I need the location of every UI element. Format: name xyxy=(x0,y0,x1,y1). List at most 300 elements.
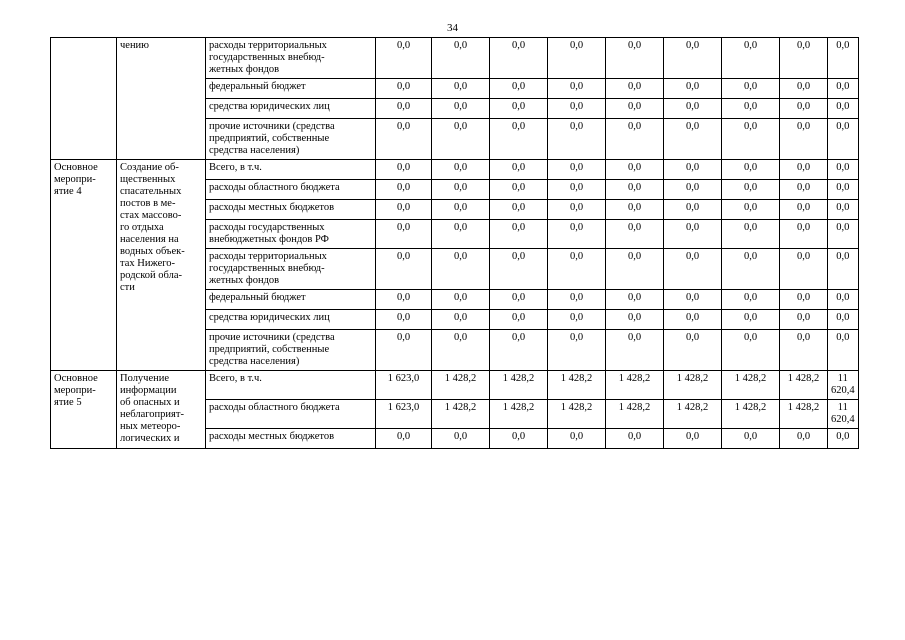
amount-line: 0,0 xyxy=(685,251,700,262)
amount-line: 0,0 xyxy=(836,222,850,233)
amount-line: 620,4 xyxy=(831,414,855,425)
amount-cell xyxy=(432,371,490,400)
amount-cell xyxy=(490,290,548,310)
amount-line: 0,0 xyxy=(743,332,758,343)
amount-line: 0,0 xyxy=(685,312,700,323)
amount-cell xyxy=(376,290,432,310)
funding-source-line: средства населения) xyxy=(209,145,300,156)
amount-cell xyxy=(432,38,490,79)
amount-line: 1 428,2 xyxy=(444,373,477,384)
funding-source-cell xyxy=(206,249,376,290)
amount-cell xyxy=(376,429,432,449)
amount-line: 0,0 xyxy=(743,222,758,233)
amount-line: 0,0 xyxy=(743,312,758,323)
amount-cell xyxy=(828,371,859,400)
amount-line: 0,0 xyxy=(796,332,811,343)
amount-cell xyxy=(664,400,722,429)
amount-line: 0,0 xyxy=(627,312,642,323)
amount-cell xyxy=(490,310,548,330)
amount-line: 0,0 xyxy=(569,101,584,112)
amount-cell xyxy=(722,38,780,79)
amount-line: 0,0 xyxy=(569,292,584,303)
amount-cell xyxy=(722,429,780,449)
amount-cell xyxy=(376,200,432,220)
amount-line: 0,0 xyxy=(569,182,584,193)
amount-line: 0,0 xyxy=(836,81,850,92)
funding-source-line: прочие источники (средства xyxy=(209,332,335,343)
amount-cell xyxy=(664,371,722,400)
amount-cell xyxy=(490,429,548,449)
amount-line: 0,0 xyxy=(627,162,642,173)
amount-line: 0,0 xyxy=(685,222,700,233)
amount-line: 0,0 xyxy=(836,162,850,173)
amount-cell xyxy=(780,429,828,449)
amount-line: 1 428,2 xyxy=(676,373,709,384)
funding-source-cell xyxy=(206,429,376,449)
amount-line: 0,0 xyxy=(627,40,642,51)
amount-line: 1 428,2 xyxy=(676,402,709,413)
amount-cell xyxy=(490,160,548,180)
amount-line: 0,0 xyxy=(836,292,850,303)
amount-cell xyxy=(722,160,780,180)
amount-line: 0,0 xyxy=(743,202,758,213)
amount-line: 0,0 xyxy=(511,40,526,51)
amount-line: 1 428,2 xyxy=(444,402,477,413)
amount-cell xyxy=(490,330,548,371)
amount-cell xyxy=(432,99,490,119)
measure-description-line: Создание об- xyxy=(120,162,179,173)
amount-line: 0,0 xyxy=(511,292,526,303)
amount-line: 0,0 xyxy=(396,312,411,323)
amount-line: 0,0 xyxy=(743,251,758,262)
amount-cell xyxy=(548,371,606,400)
amount-cell xyxy=(722,79,780,99)
amount-cell xyxy=(376,330,432,371)
amount-line: 0,0 xyxy=(743,101,758,112)
amount-cell xyxy=(780,310,828,330)
amount-cell xyxy=(722,310,780,330)
amount-line: 0,0 xyxy=(685,182,700,193)
amount-line: 0,0 xyxy=(796,222,811,233)
measure-description-cell xyxy=(117,38,206,160)
amount-cell xyxy=(722,119,780,160)
amount-cell xyxy=(780,119,828,160)
amount-cell xyxy=(432,249,490,290)
amount-cell xyxy=(828,429,859,449)
amount-line: 0,0 xyxy=(511,182,526,193)
amount-line: 0,0 xyxy=(453,162,468,173)
amount-line: 0,0 xyxy=(511,251,526,262)
amount-cell xyxy=(548,290,606,310)
table-body xyxy=(51,38,859,449)
funding-source-cell xyxy=(206,119,376,160)
amount-cell xyxy=(722,249,780,290)
amount-cell xyxy=(376,180,432,200)
amount-line: 0,0 xyxy=(796,182,811,193)
amount-cell xyxy=(664,38,722,79)
amount-line: 0,0 xyxy=(743,431,758,442)
amount-cell xyxy=(432,180,490,200)
measure-code-line: ятие 5 xyxy=(54,397,82,408)
amount-cell xyxy=(828,38,859,79)
amount-cell xyxy=(780,220,828,249)
amount-cell xyxy=(432,429,490,449)
measure-description-line: спасательных xyxy=(120,186,182,197)
amount-cell xyxy=(606,429,664,449)
amount-line: 0,0 xyxy=(685,121,700,132)
measure-description-line: логических и xyxy=(120,433,180,444)
amount-cell xyxy=(432,310,490,330)
amount-cell xyxy=(548,200,606,220)
amount-line: 1 428,2 xyxy=(787,373,820,384)
amount-cell xyxy=(780,180,828,200)
amount-cell xyxy=(722,290,780,310)
amount-line: 0,0 xyxy=(836,121,850,132)
amount-line: 0,0 xyxy=(396,162,411,173)
amount-cell xyxy=(548,310,606,330)
amount-cell xyxy=(828,160,859,180)
table-row xyxy=(51,160,859,180)
funding-source-cell xyxy=(206,371,376,400)
amount-line: 0,0 xyxy=(836,431,850,442)
amount-line: 1 428,2 xyxy=(734,373,767,384)
amount-cell xyxy=(828,330,859,371)
funding-source-line: государственных внебюд- xyxy=(209,263,325,274)
amount-line: 0,0 xyxy=(796,101,811,112)
amount-cell xyxy=(606,119,664,160)
funding-source-cell xyxy=(206,180,376,200)
amount-cell xyxy=(606,310,664,330)
funding-source-cell xyxy=(206,220,376,249)
amount-cell xyxy=(376,400,432,429)
amount-cell xyxy=(376,220,432,249)
funding-source-cell xyxy=(206,330,376,371)
amount-line: 0,0 xyxy=(627,81,642,92)
amount-cell xyxy=(376,160,432,180)
amount-line: 0,0 xyxy=(796,202,811,213)
measure-description-line: Получение xyxy=(120,373,170,384)
page-number: 34 xyxy=(447,22,458,34)
amount-cell xyxy=(376,310,432,330)
amount-line: 0,0 xyxy=(396,431,411,442)
amount-cell xyxy=(376,371,432,400)
amount-line: 0,0 xyxy=(453,332,468,343)
amount-cell xyxy=(780,160,828,180)
amount-line: 0,0 xyxy=(453,40,468,51)
amount-line: 1 428,2 xyxy=(618,402,651,413)
amount-cell xyxy=(606,220,664,249)
measure-description-cell xyxy=(117,371,206,449)
amount-cell xyxy=(490,371,548,400)
amount-cell xyxy=(664,429,722,449)
amount-cell xyxy=(606,330,664,371)
amount-line: 0,0 xyxy=(743,121,758,132)
amount-cell xyxy=(606,290,664,310)
amount-line: 0,0 xyxy=(685,40,700,51)
amount-cell xyxy=(432,200,490,220)
amount-line: 0,0 xyxy=(511,222,526,233)
amount-line: 0,0 xyxy=(396,332,411,343)
amount-line: 0,0 xyxy=(627,182,642,193)
amount-line: 0,0 xyxy=(627,292,642,303)
amount-cell xyxy=(606,79,664,99)
amount-line: 0,0 xyxy=(796,121,811,132)
amount-cell xyxy=(548,400,606,429)
measure-description-line: стах массово- xyxy=(120,210,182,221)
measure-description-line: тах Нижего- xyxy=(120,258,176,269)
amount-line: 0,0 xyxy=(627,121,642,132)
amount-cell xyxy=(376,119,432,160)
amount-cell xyxy=(376,79,432,99)
amount-cell xyxy=(664,79,722,99)
amount-line: 0,0 xyxy=(453,182,468,193)
amount-cell xyxy=(548,99,606,119)
funding-source-cell xyxy=(206,160,376,180)
amount-cell xyxy=(432,119,490,160)
funding-source-line: средства юридических лиц xyxy=(209,312,330,323)
amount-cell xyxy=(828,310,859,330)
funding-source-cell xyxy=(206,310,376,330)
amount-cell xyxy=(664,310,722,330)
amount-cell xyxy=(780,79,828,99)
amount-line: 0,0 xyxy=(685,81,700,92)
amount-line: 0,0 xyxy=(685,202,700,213)
funding-source-line: расходы областного бюджета xyxy=(209,182,340,193)
table-row xyxy=(51,38,859,79)
amount-line: 0,0 xyxy=(569,251,584,262)
amount-line: 0,0 xyxy=(685,431,700,442)
amount-cell xyxy=(780,290,828,310)
funding-source-cell xyxy=(206,99,376,119)
funding-source-line: прочие источники (средства xyxy=(209,121,335,132)
amount-line: 0,0 xyxy=(836,251,850,262)
measure-code-line: Основное xyxy=(54,162,98,173)
amount-cell xyxy=(548,79,606,99)
amount-cell xyxy=(606,400,664,429)
amount-line: 0,0 xyxy=(511,202,526,213)
amount-line: 0,0 xyxy=(453,121,468,132)
funding-source-line: внебюджетных фондов РФ xyxy=(209,234,329,245)
amount-cell xyxy=(828,220,859,249)
measure-code-line: меропри- xyxy=(54,174,96,185)
amount-cell xyxy=(664,99,722,119)
amount-cell xyxy=(490,400,548,429)
amount-line: 0,0 xyxy=(511,81,526,92)
amount-line: 0,0 xyxy=(453,101,468,112)
amount-line: 620,4 xyxy=(831,385,855,396)
amount-cell xyxy=(376,99,432,119)
measure-description-line: информации xyxy=(120,385,177,396)
amount-line: 0,0 xyxy=(836,101,850,112)
amount-cell xyxy=(664,290,722,310)
amount-line: 1 623,0 xyxy=(387,402,420,413)
amount-line: 0,0 xyxy=(796,312,811,323)
amount-line: 1 428,2 xyxy=(502,402,535,413)
funding-source-cell xyxy=(206,200,376,220)
amount-cell xyxy=(722,371,780,400)
amount-line: 0,0 xyxy=(627,101,642,112)
amount-line: 0,0 xyxy=(796,431,811,442)
funding-source-line: предприятий, собственные xyxy=(209,344,330,355)
funding-source-line: жетных фондов xyxy=(209,64,280,75)
amount-line: 0,0 xyxy=(511,312,526,323)
measure-description-line: неблагоприят- xyxy=(120,409,184,420)
funding-source-cell xyxy=(206,290,376,310)
funding-source-line: средства юридических лиц xyxy=(209,101,330,112)
amount-line: 0,0 xyxy=(396,292,411,303)
funding-source-line: Всего, в т.ч. xyxy=(209,373,262,384)
amount-line: 0,0 xyxy=(453,251,468,262)
measure-description-line: водных объек- xyxy=(120,246,185,257)
amount-cell xyxy=(828,290,859,310)
measure-code-cell xyxy=(51,38,117,160)
funding-source-cell xyxy=(206,400,376,429)
amount-line: 0,0 xyxy=(396,202,411,213)
amount-line: 0,0 xyxy=(743,81,758,92)
amount-line: 0,0 xyxy=(511,162,526,173)
amount-line: 0,0 xyxy=(743,162,758,173)
amount-cell xyxy=(664,119,722,160)
funding-source-line: предприятий, собственные xyxy=(209,133,330,144)
amount-cell xyxy=(432,400,490,429)
amount-line: 0,0 xyxy=(569,162,584,173)
funding-source-line: федеральный бюджет xyxy=(209,292,306,303)
amount-cell xyxy=(490,249,548,290)
amount-line: 0,0 xyxy=(453,312,468,323)
amount-line: 1 428,2 xyxy=(734,402,767,413)
amount-line: 0,0 xyxy=(569,81,584,92)
amount-line: 0,0 xyxy=(627,332,642,343)
budget-table xyxy=(50,37,859,449)
amount-line: 0,0 xyxy=(836,202,850,213)
amount-cell xyxy=(828,79,859,99)
amount-line: 0,0 xyxy=(453,292,468,303)
funding-source-cell xyxy=(206,79,376,99)
amount-line: 1 428,2 xyxy=(560,373,593,384)
funding-source-line: расходы областного бюджета xyxy=(209,402,340,413)
amount-cell xyxy=(548,119,606,160)
amount-line: 1 428,2 xyxy=(502,373,535,384)
amount-cell xyxy=(432,79,490,99)
amount-line: 0,0 xyxy=(569,431,584,442)
amount-cell xyxy=(490,180,548,200)
amount-line: 0,0 xyxy=(396,121,411,132)
amount-cell xyxy=(780,371,828,400)
amount-cell xyxy=(780,249,828,290)
amount-line: 0,0 xyxy=(627,202,642,213)
amount-line: 0,0 xyxy=(685,101,700,112)
amount-cell xyxy=(828,119,859,160)
amount-line: 0,0 xyxy=(796,292,811,303)
amount-line: 0,0 xyxy=(743,40,758,51)
measure-description-line: родской обла- xyxy=(120,270,182,281)
amount-line: 0,0 xyxy=(836,332,850,343)
amount-cell xyxy=(606,371,664,400)
funding-source-line: расходы местных бюджетов xyxy=(209,202,335,213)
amount-line: 0,0 xyxy=(511,332,526,343)
funding-source-line: Всего, в т.ч. xyxy=(209,162,262,173)
amount-cell xyxy=(548,180,606,200)
funding-source-cell xyxy=(206,38,376,79)
amount-cell xyxy=(664,180,722,200)
amount-line: 0,0 xyxy=(836,40,850,51)
amount-line: 0,0 xyxy=(396,251,411,262)
amount-line: 0,0 xyxy=(453,431,468,442)
amount-cell xyxy=(490,79,548,99)
funding-source-line: федеральный бюджет xyxy=(209,81,306,92)
amount-cell xyxy=(664,220,722,249)
amount-line: 0,0 xyxy=(569,121,584,132)
amount-cell xyxy=(548,429,606,449)
amount-line: 0,0 xyxy=(796,81,811,92)
amount-cell xyxy=(376,38,432,79)
amount-cell xyxy=(432,290,490,310)
amount-cell xyxy=(606,180,664,200)
amount-cell xyxy=(548,160,606,180)
amount-line: 0,0 xyxy=(396,182,411,193)
amount-cell xyxy=(780,38,828,79)
measure-description-line: населения на xyxy=(120,234,179,245)
amount-line: 0,0 xyxy=(569,332,584,343)
amount-line: 0,0 xyxy=(569,202,584,213)
measure-code-line: ятие 4 xyxy=(54,186,82,197)
funding-source-line: расходы государственных xyxy=(209,222,325,233)
amount-cell xyxy=(722,330,780,371)
amount-line: 0,0 xyxy=(685,162,700,173)
funding-source-line: расходы территориальных xyxy=(209,251,327,262)
amount-cell xyxy=(780,99,828,119)
amount-cell xyxy=(432,160,490,180)
amount-line: 0,0 xyxy=(453,222,468,233)
amount-line: 0,0 xyxy=(836,182,850,193)
amount-line: 0,0 xyxy=(511,101,526,112)
amount-cell xyxy=(722,400,780,429)
measure-code-line: Основное xyxy=(54,373,98,384)
amount-cell xyxy=(548,249,606,290)
funding-source-line: расходы местных бюджетов xyxy=(209,431,335,442)
amount-cell xyxy=(606,249,664,290)
amount-line: 0,0 xyxy=(396,40,411,51)
measure-code-cell xyxy=(51,160,117,371)
amount-line: 0,0 xyxy=(796,251,811,262)
funding-source-line: жетных фондов xyxy=(209,275,280,286)
amount-line: 0,0 xyxy=(627,431,642,442)
amount-line: 1 428,2 xyxy=(618,373,651,384)
amount-cell xyxy=(722,200,780,220)
measure-code-cell xyxy=(51,371,117,449)
amount-cell xyxy=(606,160,664,180)
amount-line: 0,0 xyxy=(396,101,411,112)
amount-cell xyxy=(780,400,828,429)
amount-cell xyxy=(606,38,664,79)
amount-line: 0,0 xyxy=(796,162,811,173)
amount-cell xyxy=(490,99,548,119)
amount-cell xyxy=(490,119,548,160)
measure-description-line: щественных xyxy=(120,174,176,185)
measure-code-line: меропри- xyxy=(54,385,96,396)
amount-cell xyxy=(548,330,606,371)
amount-line: 0,0 xyxy=(836,312,850,323)
amount-cell xyxy=(722,180,780,200)
amount-line: 0,0 xyxy=(396,222,411,233)
amount-line: 0,0 xyxy=(453,81,468,92)
amount-line: 0,0 xyxy=(685,292,700,303)
amount-cell xyxy=(722,220,780,249)
measure-description-cell xyxy=(117,160,206,371)
amount-cell xyxy=(490,38,548,79)
table-row xyxy=(51,371,859,400)
amount-line: 1 428,2 xyxy=(560,402,593,413)
